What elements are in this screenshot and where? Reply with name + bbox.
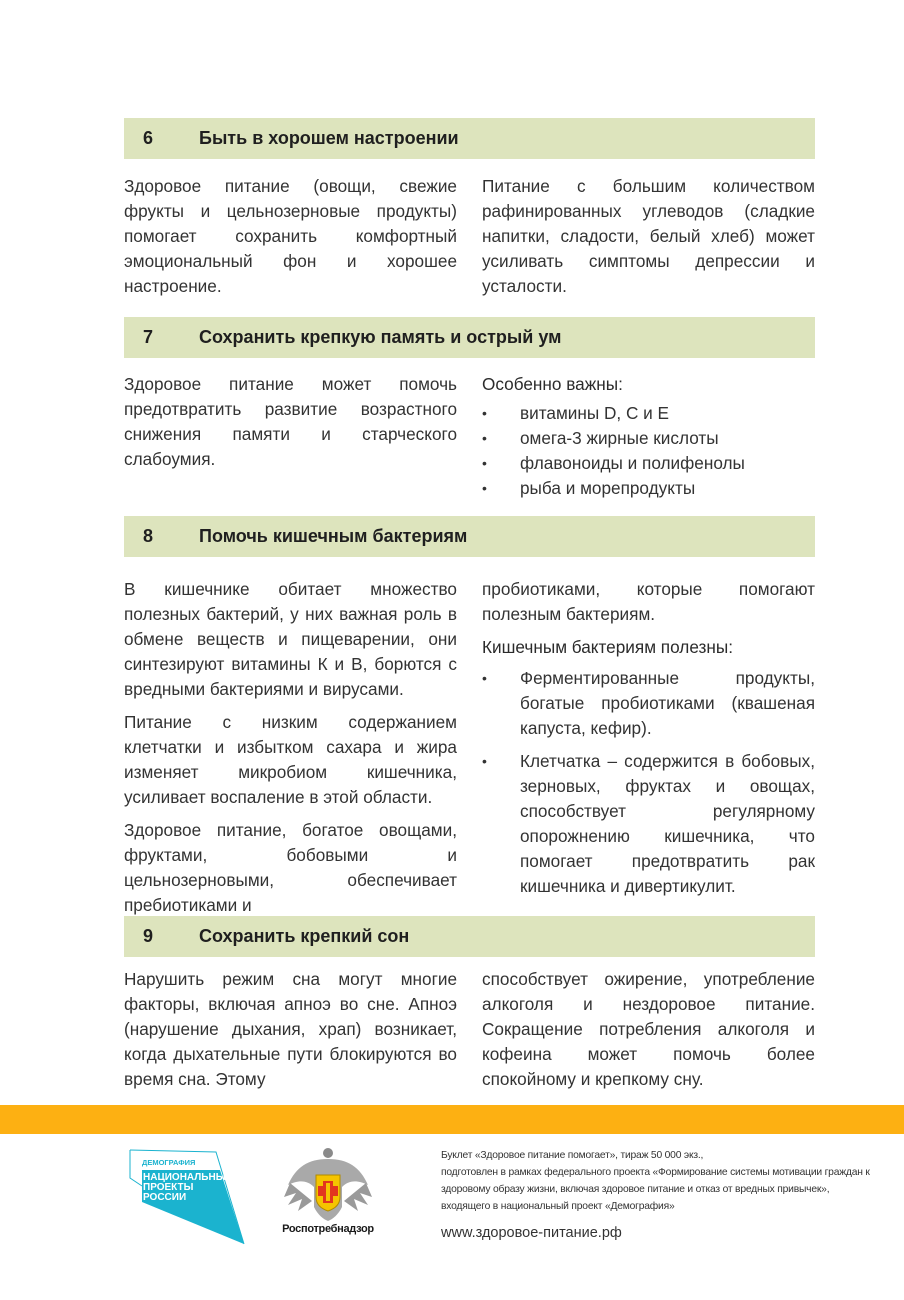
- paragraph: Здоровое питание, богатое овощами, фруктами, бобовыми и цельнозерновыми, обеспечивает пребиотиками и: [124, 820, 457, 915]
- list-item: • флавоноиды и полифенолы: [482, 451, 815, 476]
- section-header-6: [124, 118, 815, 159]
- section-6-left: [124, 174, 457, 299]
- paragraph: Здоровое питание (овощи, свежие фрукты и цельнозерновые продукты) помогает сохранить комфортный эмоциональный фон и хорошее настроение.: [124, 176, 457, 296]
- paragraph: Здоровое питание может помочь предотвратить развитие возрастного снижения памяти и старческого слабоумия.: [124, 374, 457, 469]
- section-9-right: [482, 967, 815, 1092]
- paragraph: Нарушить режим сна могут многие факторы, включая апноэ во сне. Апноэ (нарушение дыхания, храп) возникает, когда дыхательные пути блокируются во время сна. Этому: [124, 969, 457, 1089]
- section-7-right: [482, 372, 815, 501]
- booklet-info-body: подготовлен в рамках федерального проекта «Формирование системы мотивации граждан к здоровому образу жизни, включая здоровое питание и отказ от вредных привычек», входящего в национальный проект «Демография»: [441, 1167, 870, 1212]
- svg-text:РОССИИ: РОССИИ: [143, 1192, 187, 1203]
- double-headed-eagle-icon: [278, 1145, 378, 1223]
- list-item: • омега-3 жирные кислоты: [482, 426, 815, 451]
- section-number: 9: [143, 926, 154, 946]
- paragraph: способствует ожирение, употребление алкоголя и нездоровое питание. Сокращение потребления алкоголя и кофеина может помочь более спокойному и крепкому сну.: [482, 969, 815, 1089]
- paragraph: пробиотиками, которые помогают полезным бактериям.: [482, 579, 815, 624]
- section-number: 7: [143, 327, 154, 347]
- section-8-left: [124, 577, 457, 926]
- booklet-info: [441, 1147, 881, 1215]
- section-title: Помочь кишечным бактериям: [199, 526, 468, 546]
- section-header-7: [124, 317, 815, 358]
- section-9-left: [124, 967, 457, 1092]
- nutrients-list: [482, 401, 815, 501]
- section-header-9: [124, 916, 815, 957]
- accent-bar: [0, 1105, 904, 1134]
- section-header-8: [124, 516, 815, 557]
- bacteria-list: [482, 666, 815, 899]
- list-item: • витамины D, C и E: [482, 401, 815, 426]
- list-heading: Особенно важны:: [482, 374, 623, 394]
- paragraph: Питание с низким содержанием клетчатки и избытком сахара и жира изменяет микробиом кишечника, усиливает воспаление в этой области.: [124, 712, 457, 807]
- national-projects-logo-icon: [128, 1148, 248, 1246]
- section-title: Быть в хорошем настроении: [199, 128, 459, 148]
- rospotrebnadzor-label: Роспотребнадзор: [282, 1223, 374, 1235]
- section-7-left: [124, 372, 457, 472]
- list-heading: Кишечным бактериям полезны:: [482, 637, 733, 657]
- website-link[interactable]: www.здоровое-питание.рф: [441, 1225, 622, 1241]
- rospotrebnadzor-logo: [278, 1145, 378, 1240]
- svg-text:НАЦИОНАЛЬНЫЕ: НАЦИОНАЛЬНЫЕ: [143, 1172, 233, 1183]
- section-title: Сохранить крепкую память и острый ум: [199, 327, 562, 347]
- section-number: 8: [143, 526, 154, 546]
- section-6-right: [482, 174, 815, 299]
- list-item: • Ферментированные продукты, богатые пробиотиками (квашеная капуста, кефир).: [482, 666, 815, 741]
- logo-top-label: ДЕМОГРАФИЯ: [142, 1158, 196, 1167]
- booklet-info-line1: Буклет «Здоровое питание помогает», тираж 50 000 экз.,: [441, 1150, 704, 1161]
- list-item: • Клетчатка – содержится в бобовых, зерновых, фруктах и овощах, способствует регулярному опорожнению кишечника, что помогает предотвратить рак кишечника и дивертикулит.: [482, 749, 815, 899]
- paragraph: В кишечнике обитает множество полезных бактерий, у них важная роль в обмене веществ и пищеварении, они синтезируют витамины К и В, борются с вредными бактериями и вирусами.: [124, 579, 457, 699]
- section-title: Сохранить крепкий сон: [199, 926, 410, 946]
- section-number: 6: [143, 128, 154, 148]
- list-item: • рыба и морепродукты: [482, 476, 815, 501]
- svg-text:ПРОЕКТЫ: ПРОЕКТЫ: [143, 1182, 194, 1193]
- paragraph: Питание с большим количеством рафинированных углеводов (сладкие напитки, сладости, белый хлеб) может усиливать симптомы депрессии и усталости.: [482, 176, 815, 296]
- national-projects-logo: [128, 1148, 248, 1246]
- section-8-right: [482, 577, 815, 907]
